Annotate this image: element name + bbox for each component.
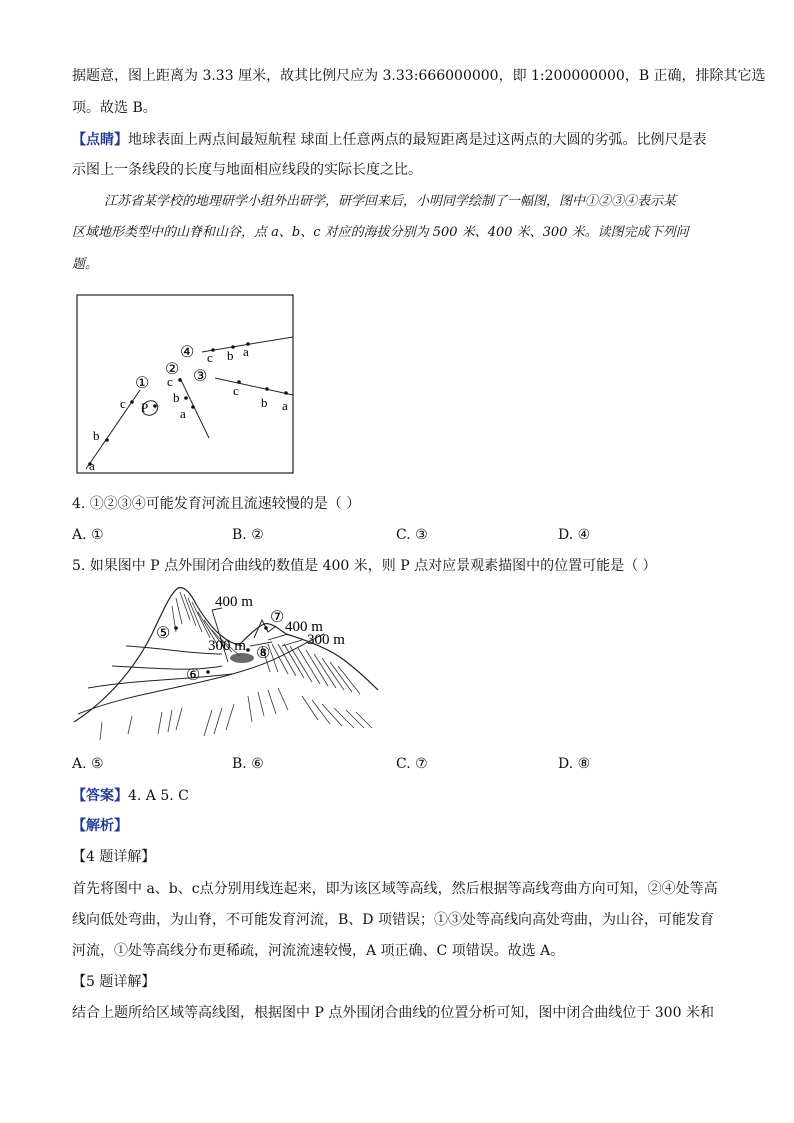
point-1c: [130, 400, 134, 404]
tip-text: 地球表面上两点间最短航程 球面上任意两点的最短距离是过这两点的大圆的劣弧。比例尺是表: [128, 132, 707, 148]
label-3b: b: [261, 395, 268, 410]
answer-tag: 【答案】: [72, 788, 128, 804]
label-n2: ②: [165, 361, 180, 378]
point-3a: [284, 391, 288, 395]
dot-8: [246, 648, 250, 652]
q4-stem: 4. ①②③④可能发育河流且流速较慢的是（ ）: [72, 496, 361, 512]
sketch-label-n8: ⑧: [256, 645, 271, 662]
point-1b: [105, 438, 109, 442]
detail4-p3: 河流，①处等高线分布更稀疏，河流流速较慢，A 项正确、C 项错误。故选 A。: [72, 943, 565, 959]
analysis-tag: 【解析】: [72, 818, 128, 834]
label-2b: b: [173, 390, 180, 405]
intro-line-1: 江苏省某学校的地理研学小组外出研学，研学回来后，小明同学绘制了一幅图，图中①②③④表示某: [104, 194, 677, 209]
label-n1: ①: [135, 375, 150, 392]
label-3a: a: [282, 398, 288, 413]
q5-option-c[interactable]: C. ⑦: [396, 756, 428, 772]
landscape-sketch: [72, 584, 382, 750]
label-P: P: [141, 400, 149, 415]
answer-line: [72, 786, 189, 806]
q5-option-b[interactable]: B. ⑥: [232, 756, 264, 772]
label-4b: b: [227, 348, 234, 363]
text-line-2: 项。故选 B。: [72, 100, 157, 116]
sketch-label-300b: 300 m: [307, 632, 345, 648]
dot-5: [174, 626, 178, 630]
text-line-1: 据题意，图上距离为 3.33 厘米，故其比例尺应为 3.33:666000000，即 1:200000000，B 正确，排除其它选: [72, 68, 766, 84]
label-n3: ③: [193, 368, 208, 385]
label-1a: a: [89, 458, 95, 473]
label-1b: b: [93, 428, 100, 443]
tip-tag: 【点睛】: [72, 132, 128, 148]
q5-option-d[interactable]: D. ⑧: [558, 756, 591, 772]
point-3b: [265, 387, 269, 391]
label-1c: c: [120, 396, 126, 411]
detail5-p1: 结合上题所给区域等高线图，根据图中 P 点外围闭合曲线的位置分析可知，图中闭合曲线位于 300 米和: [72, 1005, 714, 1021]
label-2a: a: [180, 406, 186, 421]
intro-line-2: 区域地形类型中的山脊和山谷，点 a、b、c 对应的海拔分别为 500 米、400 米、300 米。读图完成下列问: [72, 225, 689, 240]
label-4a: a: [243, 344, 249, 359]
detail4-p2: 线向低处弯曲，为山脊，不可能发育河流，B、D 项错误；①③处等高线向高处弯曲，为山谷，可能发育: [72, 912, 714, 928]
tip-line: [72, 130, 706, 150]
q4-option-b[interactable]: B. ②: [232, 527, 264, 543]
point-2b: [184, 396, 188, 400]
answer-text: 4. A 5. C: [128, 788, 189, 804]
contour-map: [76, 294, 298, 476]
sketch-label-300a: 300 m: [208, 638, 246, 654]
q5-stem: 5. 如果图中 P 点外围闭合曲线的数值是 400 米，则 P 点对应景观素描图中的位置可能是（ ）: [72, 558, 657, 574]
sketch-label-n6: ⑥: [186, 667, 201, 684]
label-n4: ④: [180, 344, 195, 361]
sketch-label-400b: 400 m: [285, 619, 323, 635]
sketch-label-400a: 400 m: [215, 594, 253, 610]
dot-7: [264, 626, 268, 630]
detail4-p1: 首先将图中 a、b、c点分别用线连起来，即为该区域等高线，然后根据等高线弯曲方向可知，②④处等高: [72, 881, 718, 897]
dot-6: [206, 670, 210, 674]
intro-line-3: 题。: [72, 257, 99, 272]
label-2c: c: [167, 374, 173, 389]
detail4-tag: 【4 题详解】: [72, 849, 156, 865]
label-4c: c: [207, 350, 213, 365]
sketch-label-n5: ⑤: [156, 625, 171, 642]
point-2a: [191, 405, 195, 409]
q4-option-c[interactable]: C. ③: [396, 527, 428, 543]
q4-option-a[interactable]: A. ①: [72, 527, 104, 543]
point-2c: [178, 378, 182, 382]
sketch-label-n7: ⑦: [270, 609, 285, 626]
text-line-4: 示图上一条线段的长度与地面相应线段的实际长度之比。: [72, 162, 422, 178]
point-P: [153, 404, 157, 408]
label-3c: c: [233, 383, 239, 398]
detail5-tag: 【5 题详解】: [72, 974, 156, 990]
q5-option-a[interactable]: A. ⑤: [72, 756, 104, 772]
q4-option-d[interactable]: D. ④: [558, 527, 591, 543]
